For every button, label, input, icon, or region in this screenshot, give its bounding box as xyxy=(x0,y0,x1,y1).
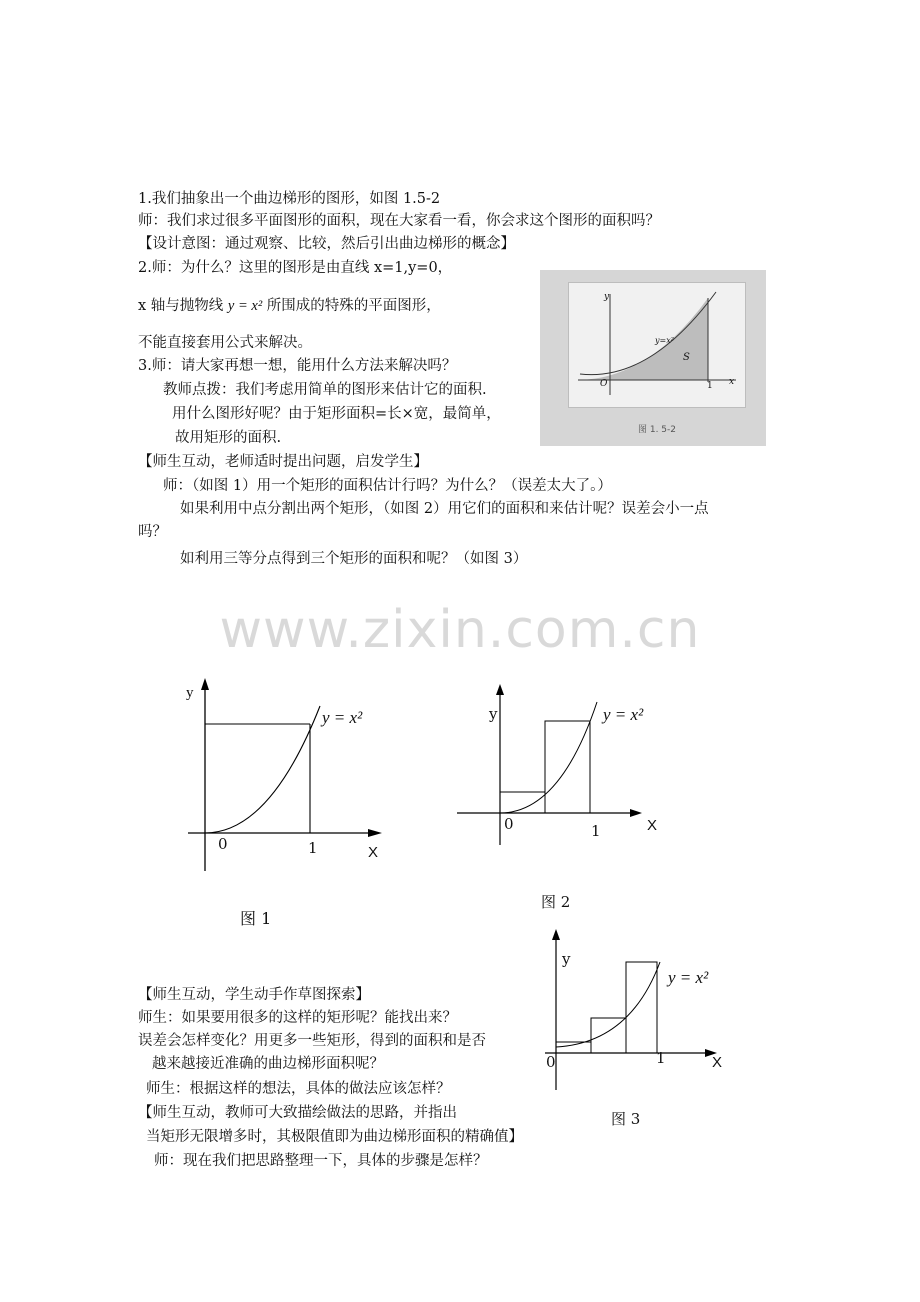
text-line-2: 师：我们求过很多平面图形的面积，现在大家看一看，你会求这个图形的面积吗？ xyxy=(138,213,660,229)
parabola-formula: y = x² xyxy=(227,298,263,314)
fig2-caption: 图 2 xyxy=(541,893,571,911)
watermark: www.zixin.com.cn xyxy=(219,600,701,660)
fig2-x-label: X xyxy=(647,817,658,834)
text-line-19: 越来越接近准确的曲边梯形面积呢？ xyxy=(152,1056,384,1072)
text-line-11: 【师生互动，老师适时提出问题，启发学生】 xyxy=(138,454,428,470)
fig1-y-label: y xyxy=(186,685,194,701)
fig3-caption: 图 3 xyxy=(611,1110,641,1128)
fig2-equation: y = x² xyxy=(603,705,644,724)
fig2-one-label: 1 xyxy=(591,822,601,840)
photo-curve-label: y=x² xyxy=(655,336,674,345)
text-line-5 xyxy=(138,296,441,316)
text-line-7: 3.师：请大家再想一想，能用什么方法来解决吗？ xyxy=(138,358,457,374)
photo-caption: 图 1. 5-2 xyxy=(638,425,677,435)
fig2-x-arrow xyxy=(630,809,642,817)
text-line-12: 师：（如图 1）用一个矩形的面积估计行吗？为什么？（误差太大了。） xyxy=(163,478,612,494)
fig1-y-arrow xyxy=(201,678,209,690)
photo-area-label: S xyxy=(683,352,690,363)
text-line-5-post: 所围成的特殊的平面图形， xyxy=(266,298,441,314)
photo-one-label: 1 xyxy=(707,381,713,391)
area-s-shade xyxy=(580,298,708,380)
figure-1-plot xyxy=(180,676,400,886)
fig1-caption: 图 1 xyxy=(240,909,272,928)
fig3-x-label: X xyxy=(712,1054,723,1071)
text-line-21: 【师生互动，教师可大致描绘做法的思路，并指出 xyxy=(138,1105,457,1121)
text-line-18: 误差会怎样变化？用更多一些矩形，得到的面积和是否 xyxy=(138,1033,486,1049)
fig1-zero-label: 0 xyxy=(218,835,228,853)
fig3-y-label: y xyxy=(562,950,571,968)
fig3-one-label: 1 xyxy=(656,1049,666,1067)
text-line-15: 如利用三等分点得到三个矩形的面积和呢？（如图 3） xyxy=(180,551,528,567)
photo-origin-label: O xyxy=(600,379,608,389)
fig1-equation: y = x² xyxy=(322,708,363,727)
text-line-22: 当矩形无限增多时，其极限值即为曲边梯形面积的精确值】 xyxy=(146,1129,523,1145)
text-line-1: 1.我们抽象出一个曲边梯形的图形，如图 1.5-2 xyxy=(138,191,441,207)
fig2-rect-left xyxy=(500,792,545,813)
fig2-parabola xyxy=(500,702,597,813)
text-line-14: 吗？ xyxy=(138,524,167,540)
text-line-6: 不能直接套用公式来解决。 xyxy=(138,335,312,351)
textbook-figure-photo xyxy=(540,270,766,446)
text-line-17: 师生：如果要用很多的这样的矩形呢？能找出来？ xyxy=(138,1010,457,1026)
fig2-y-label: y xyxy=(489,705,498,723)
fig2-y-arrow xyxy=(496,684,504,695)
text-line-3: 【设计意图：通过观察、比较，然后引出曲边梯形的概念】 xyxy=(138,236,515,252)
text-line-8: 教师点拨：我们考虑用简单的图形来估计它的面积. xyxy=(163,382,487,398)
fig1-one-label: 1 xyxy=(308,839,318,857)
text-line-13: 如果利用中点分割出两个矩形，（如图 2）用它们的面积和来估计呢？误差会小一点 xyxy=(180,501,709,517)
text-line-9: 用什么图形好呢？由于矩形面积=长×宽，最简单， xyxy=(172,406,501,422)
text-line-5-pre: x 轴与抛物线 xyxy=(138,298,224,314)
textbook-figure-plot xyxy=(540,270,766,446)
fig1-parabola xyxy=(205,706,320,833)
fig1-x-label: X xyxy=(368,844,379,861)
photo-y-label: y xyxy=(604,292,610,302)
fig3-rect-3 xyxy=(626,962,657,1053)
fig1-x-arrow xyxy=(368,829,382,837)
text-line-10: 故用矩形的面积. xyxy=(175,430,282,446)
fig3-parabola xyxy=(556,962,660,1047)
text-line-23: 师：现在我们把思路整理一下，具体的步骤是怎样？ xyxy=(154,1153,488,1169)
fig3-rect-2 xyxy=(591,1018,626,1053)
text-line-16: 【师生互动，学生动手作草图探索】 xyxy=(138,987,370,1003)
fig3-equation: y = x² xyxy=(668,968,709,987)
fig3-zero-label: 0 xyxy=(546,1053,556,1071)
fig2-zero-label: 0 xyxy=(504,815,514,833)
photo-x-label: x xyxy=(729,377,735,387)
fig3-y-arrow xyxy=(552,929,560,940)
text-line-20: 师生：根据这样的想法，具体的做法应该怎样？ xyxy=(146,1081,451,1097)
text-line-4: 2.师：为什么？这里的图形是由直线 x=1,y=0， xyxy=(138,260,453,276)
fig3-rect-1 xyxy=(556,1042,591,1053)
